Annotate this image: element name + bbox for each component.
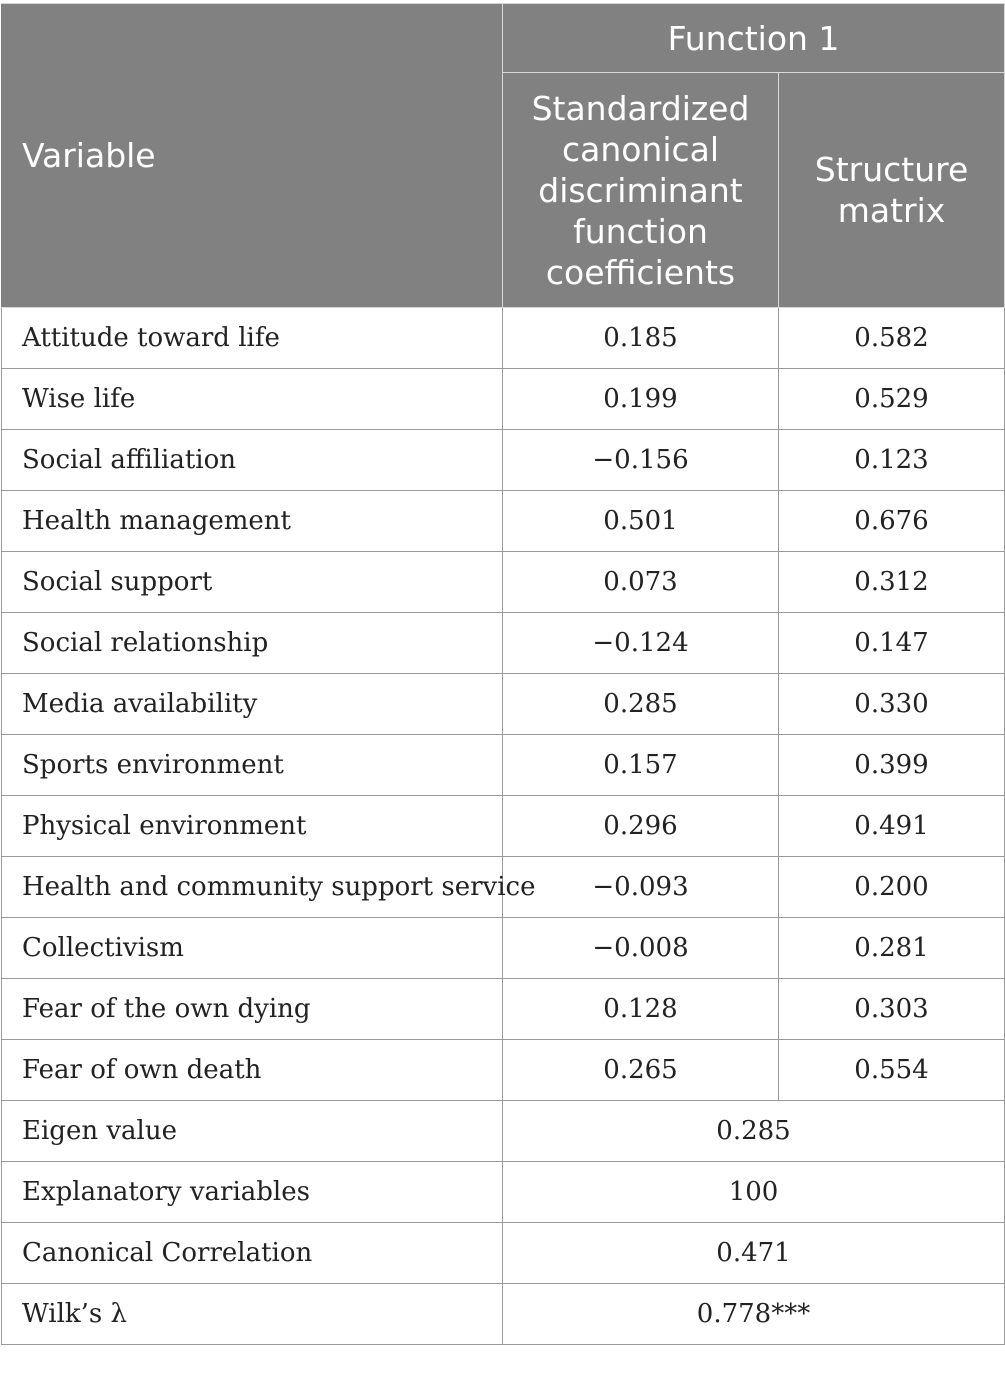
summary-label: Wilk’s λ [2, 1284, 503, 1345]
structure-matrix-cell: 0.330 [779, 674, 1005, 735]
discriminant-table [1, 3, 1005, 1345]
structure-matrix-cell: 0.529 [779, 369, 1005, 430]
summary-row [2, 1284, 1005, 1345]
std-coefficient-cell: 0.285 [503, 674, 779, 735]
std-coefficient-cell: 0.265 [503, 1040, 779, 1101]
structure-matrix-cell: 0.200 [779, 857, 1005, 918]
variable-cell: Social support [2, 552, 503, 613]
std-coefficient-cell: −0.008 [503, 918, 779, 979]
summary-value: 0.778*** [503, 1284, 1005, 1345]
std-coefficients-header: Standardized canonical discriminant function coefficients [503, 73, 779, 308]
std-coefficient-cell: 0.185 [503, 308, 779, 369]
variable-cell: Collectivism [2, 918, 503, 979]
summary-value: 0.285 [503, 1101, 1005, 1162]
table-row [2, 308, 1005, 369]
function-header: Function 1 [503, 4, 1005, 73]
variable-cell: Attitude toward life [2, 308, 503, 369]
table-row [2, 918, 1005, 979]
structure-matrix-cell: 0.399 [779, 735, 1005, 796]
table-row [2, 369, 1005, 430]
summary-label: Eigen value [2, 1101, 503, 1162]
structure-matrix-cell: 0.491 [779, 796, 1005, 857]
std-coefficient-cell: 0.501 [503, 491, 779, 552]
std-coefficient-cell: −0.124 [503, 613, 779, 674]
table-row [2, 979, 1005, 1040]
summary-row [2, 1223, 1005, 1284]
std-coefficient-cell: 0.199 [503, 369, 779, 430]
table-body [2, 308, 1005, 1345]
structure-matrix-cell: 0.147 [779, 613, 1005, 674]
table-row [2, 430, 1005, 491]
structure-matrix-header: Structure matrix [779, 73, 1005, 308]
summary-row [2, 1162, 1005, 1223]
variable-header: Variable [2, 4, 503, 308]
structure-matrix-cell: 0.123 [779, 430, 1005, 491]
std-coefficient-cell: −0.156 [503, 430, 779, 491]
structure-matrix-cell: 0.676 [779, 491, 1005, 552]
table-row [2, 491, 1005, 552]
table-row [2, 552, 1005, 613]
summary-value: 0.471 [503, 1223, 1005, 1284]
structure-matrix-cell: 0.303 [779, 979, 1005, 1040]
variable-cell: Sports environment [2, 735, 503, 796]
table-row [2, 796, 1005, 857]
variable-cell: Physical environment [2, 796, 503, 857]
variable-cell: Health and community support service [2, 857, 503, 918]
summary-value: 100 [503, 1162, 1005, 1223]
variable-cell: Health management [2, 491, 503, 552]
table-row [2, 857, 1005, 918]
structure-matrix-cell: 0.312 [779, 552, 1005, 613]
variable-cell: Social relationship [2, 613, 503, 674]
structure-matrix-cell: 0.582 [779, 308, 1005, 369]
summary-label: Explanatory variables [2, 1162, 503, 1223]
variable-cell: Social affiliation [2, 430, 503, 491]
summary-row [2, 1101, 1005, 1162]
table-header [2, 4, 1005, 308]
structure-matrix-cell: 0.554 [779, 1040, 1005, 1101]
table-row [2, 674, 1005, 735]
table-row [2, 735, 1005, 796]
variable-cell: Fear of the own dying [2, 979, 503, 1040]
variable-cell: Media availability [2, 674, 503, 735]
std-coefficient-cell: 0.157 [503, 735, 779, 796]
std-coefficient-cell: 0.128 [503, 979, 779, 1040]
std-coefficient-cell: 0.073 [503, 552, 779, 613]
variable-cell: Wise life [2, 369, 503, 430]
std-coefficient-cell: 0.296 [503, 796, 779, 857]
summary-label: Canonical Correlation [2, 1223, 503, 1284]
structure-matrix-cell: 0.281 [779, 918, 1005, 979]
variable-cell: Fear of own death [2, 1040, 503, 1101]
table-row [2, 613, 1005, 674]
table-row [2, 1040, 1005, 1101]
std-coefficient-cell: −0.093 [503, 857, 779, 918]
